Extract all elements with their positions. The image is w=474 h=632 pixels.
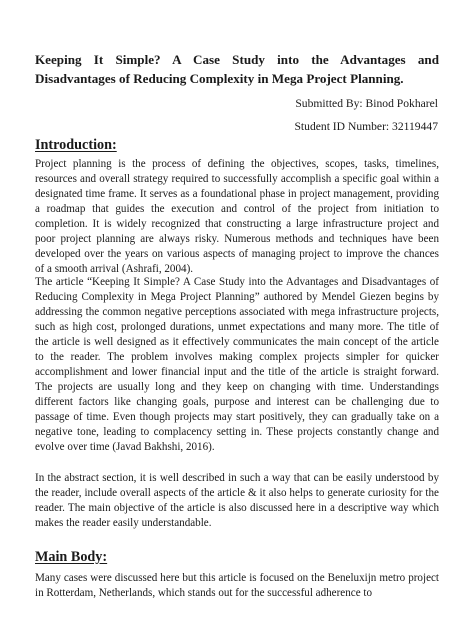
main-body-paragraph: Many cases were discussed here but this article is focused on the Beneluxijn metro project in Rotterdam, Netherlands, which stands out for the successful adherence to — [35, 572, 439, 599]
document-title: Keeping It Simple? A Case Study into the Advantages and Disadvantages of Reducing Complexity in Mega Project Planning. — [35, 52, 439, 86]
main-body-heading: Main Body: — [35, 549, 108, 565]
student-id: Student ID Number: 32119447 — [294, 120, 438, 133]
introduction-paragraph-1: Project planning is the process of defining the objectives, scopes, tasks, timelines, resources and overall strategy required to successfully accomplish a specific goal within a designated time frame. It serves as a foundational phase in project management, providing a roadmap that guides the execution and control of the project from initiation to completion. It is widely recognized that constructing a large infrastructure project and poor project planning are always risky. Numerous methods and techniques have been developed over the years on various aspects of managing project to improve the chances of a smooth arrival (Ashrafi, 2004). — [35, 158, 439, 275]
introduction-paragraph-2: The article “Keeping It Simple? A Case Study into the Advantages and Disadvantages of Reducing Complexity in Mega Project Planning” authored by Mendel Giezen begins by addressing the common negative perceptions associated with mega infrastructure projects, such as high cost, prolonged durations, unmet expectations and many more. The title of the article is well designed as it effectively communicates the main concept of the article to the reader. The problem involves making complex projects simpler for quicker accomplishment and lower financial input and the title of the article is straight forward. The projects are usually long and they keep on changing with time. Understandings different factors like changing goals, purpose and interest can be challenging due to passage of time. Even though projects may start positively, they can gradually take on a negative tone, leading to complacency setting in. These projects constantly change and evolve over time (Javad Bakhshi, 2016). — [35, 276, 439, 453]
introduction-paragraph-3: In the abstract section, it is well described in such a way that can be easily understood by the reader, include overall aspects of the article & it also helps to generate curiosity for the reader. The main objective of the article is also discussed here in a descriptive way which makes the reader easily understandable. — [35, 472, 439, 529]
introduction-heading: Introduction: — [35, 137, 117, 153]
submitted-by: Submitted By: Binod Pokharel — [295, 97, 438, 110]
